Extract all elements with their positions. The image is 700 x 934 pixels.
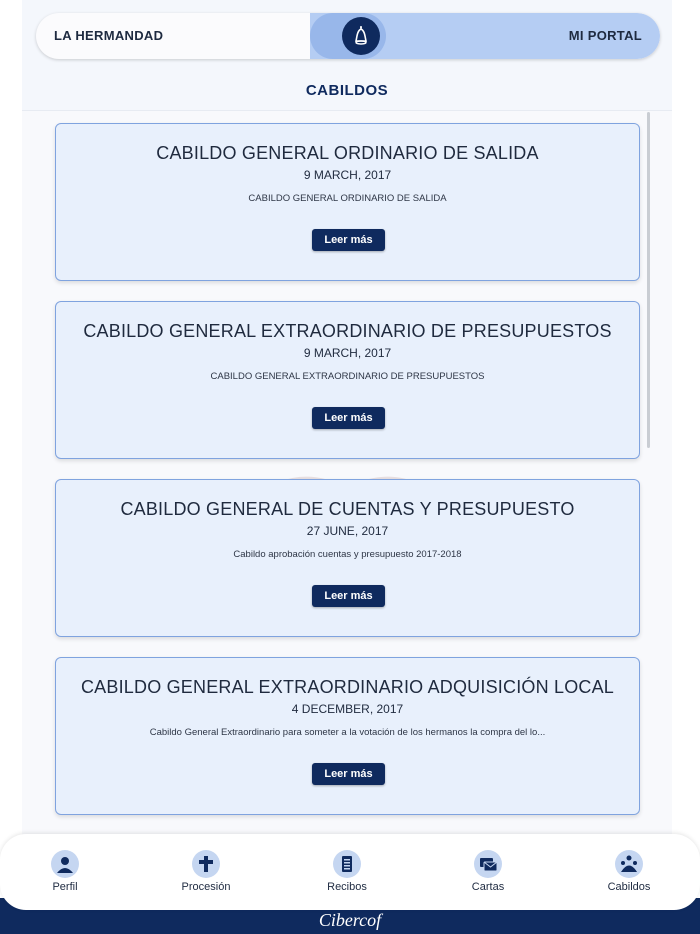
card-date: 27 JUNE, 2017	[306, 524, 389, 538]
read-more-button[interactable]: Leer más	[312, 229, 385, 251]
card-title: CABILDO GENERAL DE CUENTAS Y PRESUPUESTO	[120, 499, 575, 519]
card-date: 9 MARCH, 2017	[303, 168, 392, 182]
nav-label: Cabildos	[607, 881, 651, 893]
bottom-nav	[0, 834, 700, 910]
cabildo-card	[55, 657, 640, 815]
cabildo-card	[55, 123, 640, 281]
app-screen	[22, 0, 672, 934]
card-date: 4 DECEMBER, 2017	[291, 702, 404, 716]
nav-item-cabildos[interactable]	[584, 850, 674, 893]
scrollbar[interactable]	[647, 112, 650, 448]
cabildos-list[interactable]	[22, 110, 672, 834]
footer-logo: Cibercof	[318, 910, 382, 930]
read-more-button[interactable]: Leer más	[312, 407, 385, 429]
card-title: CABILDO GENERAL ORDINARIO DE SALIDA	[156, 143, 539, 163]
toggle-label-portal[interactable]: MI PORTAL	[568, 28, 642, 43]
nav-label: Procesión	[181, 881, 231, 893]
card-description: Cabildo General Extraordinario para someter a la votación de los hermanos la compra del lo...	[149, 727, 546, 738]
user-icon	[51, 850, 79, 878]
card-description: Cabildo aprobación cuentas y presupuesto 2017-2018	[233, 549, 462, 560]
receipt-icon	[333, 850, 361, 878]
card-date: 9 MARCH, 2017	[303, 346, 392, 360]
toggle-label-hermandad[interactable]: LA HERMANDAD	[54, 28, 164, 43]
nav-item-cartas[interactable]	[443, 850, 533, 893]
card-description: CABILDO GENERAL ORDINARIO DE SALIDA	[248, 193, 447, 204]
nav-label: Recibos	[327, 881, 367, 893]
card-title: CABILDO GENERAL EXTRAORDINARIO DE PRESUPUESTOS	[83, 321, 612, 341]
meeting-icon	[615, 850, 643, 878]
page-title: CABILDOS	[305, 82, 389, 99]
bell-icon	[352, 25, 370, 47]
nav-item-procesion[interactable]	[161, 850, 251, 893]
nav-item-perfil[interactable]	[20, 850, 110, 893]
read-more-button[interactable]: Leer más	[312, 585, 385, 607]
card-description: CABILDO GENERAL EXTRAORDINARIO DE PRESUPUESTOS	[210, 371, 485, 382]
portal-toggle[interactable]	[36, 13, 660, 59]
cross-icon	[192, 850, 220, 878]
nav-label: Perfil	[52, 881, 78, 893]
toggle-knob[interactable]	[342, 17, 380, 55]
card-title: CABILDO GENERAL EXTRAORDINARIO ADQUISICIÓN LOCAL	[80, 677, 615, 697]
nav-item-recibos[interactable]	[302, 850, 392, 893]
cabildo-card	[55, 479, 640, 637]
nav-label: Cartas	[471, 881, 505, 893]
cabildo-card	[55, 301, 640, 459]
read-more-button[interactable]: Leer más	[312, 763, 385, 785]
letters-icon	[474, 850, 502, 878]
